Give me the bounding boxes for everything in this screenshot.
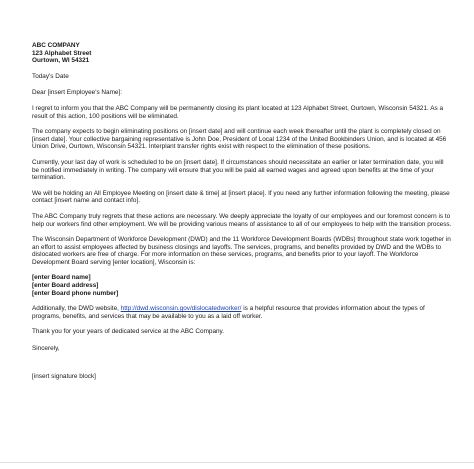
board-info [32,274,452,297]
company-street: 123 Alphabet Street [32,49,92,57]
paragraph-closing-notice: I regret to inform you that the ABC Company will be permanently closing its plant located at 123 Alphabet Street, Ourtown, Wisconsin 54321. As a result of this action, 100 positions will be eliminated. [32,104,443,120]
paragraph-schedule: The company expects to begin eliminating positions on [insert date] and will continue each week thereafter until the plant is completely closed on [insert date]. Your collective bargaining representative is John Doe, President of Local 1234 of the United Bookbinders Union, and is located at 456 Union Drive, Ourtown, Wisconsin 54321. Interplant transfer rights exist with respect to the elimination of these positions. [32,128,447,151]
salutation: Dear [insert Employee's Name]: [32,89,123,97]
company-name: ABC COMPANY [32,42,80,49]
paragraph-regret: The ABC Company truly regrets that these actions are necessary. We deeply appreciate the loyalty of our employees and our foremost concern is to help our workers find other employment. We will be providing various means of assistance to all of our employees to help with the transition process. [32,212,452,228]
paragraph-meeting: We will be holding an All Employee Meeting on [insert date & time] at [insert place]. If you need any further information following the meeting, please contact [insert name and contact info]. [32,189,450,205]
signature-block: [insert signature block] [32,372,96,380]
dwd-text-before: Additionally, the DWD website, [32,305,121,313]
dwd-text-after: is a helpful resource that provides information about the types of programs, benefits, and services that may be available to you as a laid off worker. [32,305,425,320]
letter-body [32,42,452,380]
company-city: Ourtown, WI 54321 [32,57,90,65]
letter-date: Today's Date [32,72,69,80]
paragraph-dwd-services: The Wisconsin Department of Workforce Development (DWD) and the 11 Workforce Development Boards (WDBs) throughout state work together in an effort to assist employees affected by business closings and layoffs. The services, programs, and benefits provided by DWD and the WDBs to dislocated workers are free of charge. For more information on these services, programs, and benefits prior to your layoff. The Workforce Development Board serving [enter location], Wisconsin is: [32,236,451,266]
bottom-divider [0,462,474,463]
board-name: [enter Board name] [32,274,91,282]
paragraph-thanks: Thank you for your years of dedicated service at the ABC Company. [32,328,225,336]
closing: Sincerely, [32,345,60,353]
board-phone: [enter Board phone number] [32,289,119,297]
company-address [32,42,452,65]
board-address: [enter Board address] [32,282,99,290]
paragraph-dwd-website [32,305,452,320]
dwd-website-link[interactable]: http://dwd.wisconsin.gov/dislocatedworker/ [120,305,242,313]
paragraph-last-day: Currently, your last day of work is scheduled to be on [insert date]. If circumstances should necessitate an earlier or later termination date, you will be notified immediately in writing. The company will ensure that you will be paid all earned wages and agreed upon benefits at the time of your termination. [32,158,444,182]
